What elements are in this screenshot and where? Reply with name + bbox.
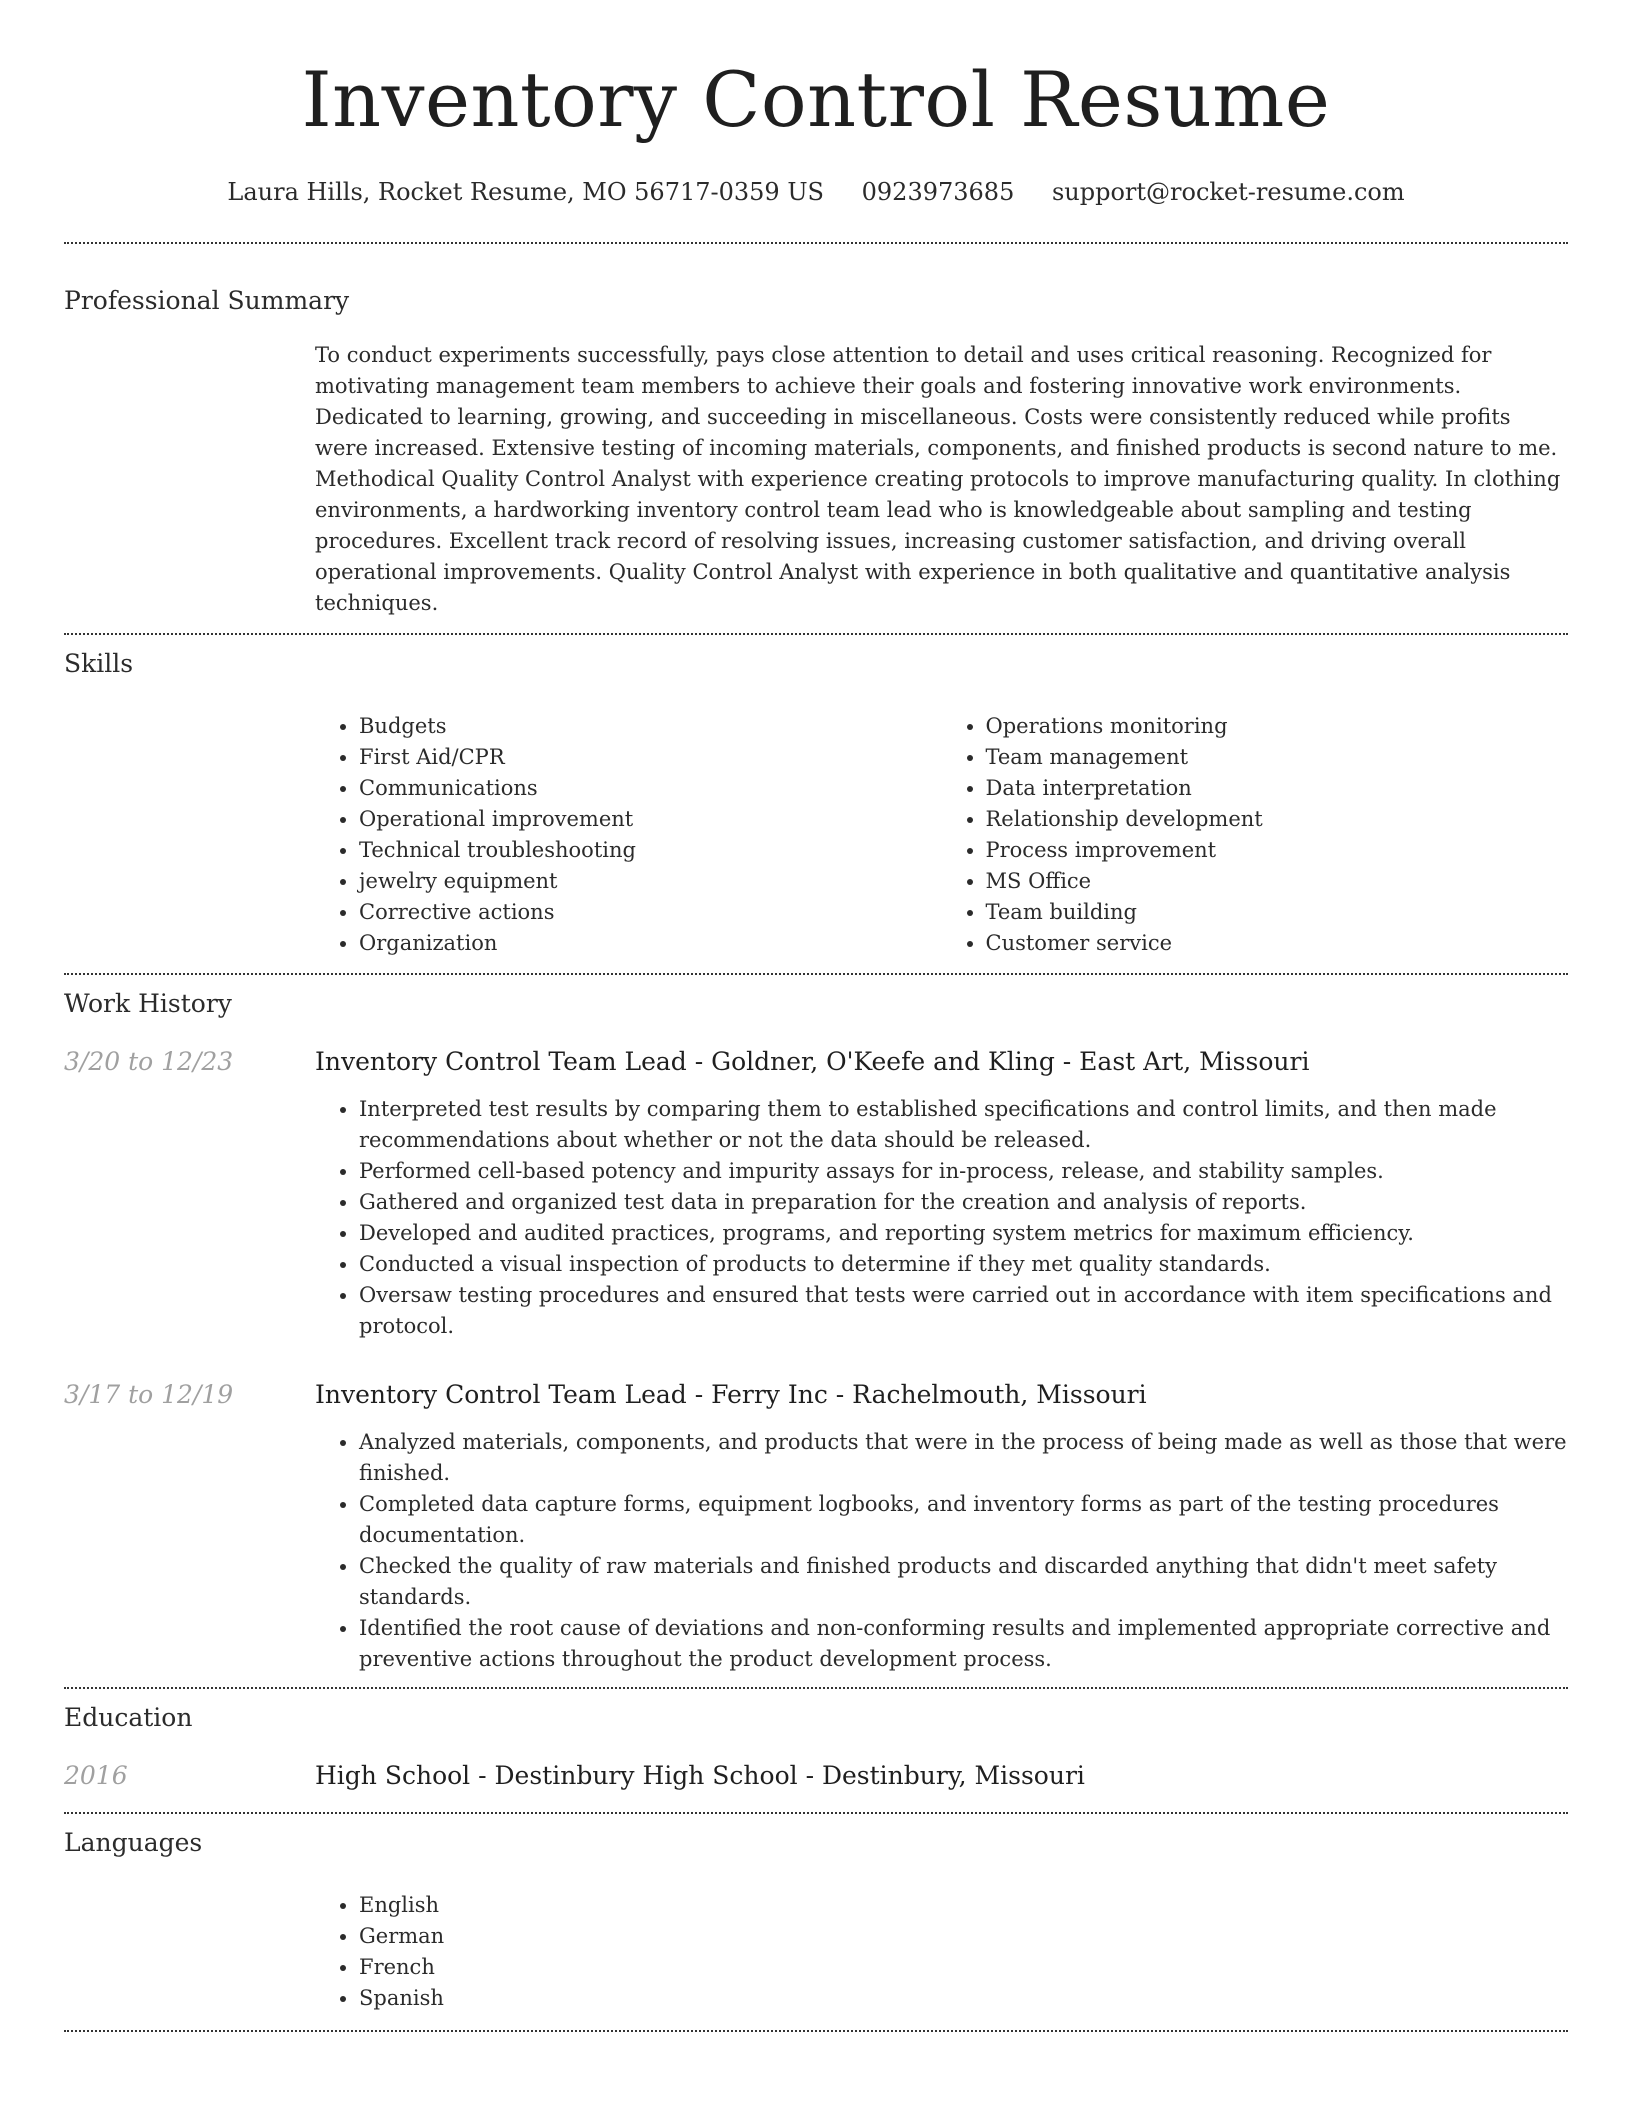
language-item: • English <box>359 1890 1568 1921</box>
job-bullet: • Completed data capture forms, equipment logbooks, and inventory forms as part of the testing procedures documentation. <box>359 1489 1568 1551</box>
skills-left-list <box>315 711 942 959</box>
skill-item: • Operational improvement <box>359 804 942 835</box>
language-item: • German <box>359 1921 1568 1952</box>
job-bullet: • Checked the quality of raw materials and finished products and discarded anything that didn't meet safety standards. <box>359 1551 1568 1613</box>
job-entry-header <box>64 1047 1568 1076</box>
summary-text: To conduct experiments successfully, pays close attention to detail and uses critical reasoning. Recognized for motivating management team members to achieve their goals and fostering innovative work environments. Dedicated to learning, growing, and succeeding in miscellaneous. Costs were consistently reduced while profits were increased. Extensive testing of incoming materials, components, and finished products is second nature to me. Methodical Quality Control Analyst with experience creating protocols to improve manufacturing quality. In clothing environments, a hardworking inventory control team lead who is knowledgeable about sampling and testing procedures. Excellent track record of resolving issues, increasing customer satisfaction, and driving overall operational improvements. Quality Control Analyst with experience in both qualitative and quantitative analysis techniques. <box>315 343 1561 615</box>
skill-item: • Data interpretation <box>986 773 1569 804</box>
language-item: • French <box>359 1952 1568 1983</box>
job-bullet: • Developed and audited practices, programs, and reporting system metrics for maximum efficiency. <box>359 1218 1568 1249</box>
job-bullet: • Interpreted test results by comparing them to established specifications and control limits, and then made recommendations about whether or not the data should be released. <box>359 1094 1568 1156</box>
job-title: Inventory Control Team Lead - Goldner, O'Keefe and Kling - East Art, Missouri <box>315 1047 1310 1076</box>
skills-right-list <box>942 711 1569 959</box>
job-bullet: • Analyzed materials, components, and products that were in the process of being made as well as those that were finished. <box>359 1427 1568 1489</box>
work-history-heading: Work History <box>64 989 232 1018</box>
skill-item: • Process improvement <box>986 835 1569 866</box>
skill-item: • Team management <box>986 742 1569 773</box>
languages-section <box>64 1814 1568 2030</box>
education-detail: High School - Destinbury High School - Destinbury, Missouri <box>315 1761 1085 1790</box>
skill-item: • Customer service <box>986 928 1569 959</box>
job-dates: 3/20 to 12/23 <box>64 1047 234 1076</box>
skills-section <box>64 635 1568 973</box>
job-dates: 3/17 to 12/19 <box>64 1380 234 1409</box>
contact-address: Laura Hills, Rocket Resume, MO 56717-0359 US <box>227 178 824 206</box>
section-divider <box>64 2030 1568 2032</box>
summary-section <box>64 244 1568 633</box>
languages-heading: Languages <box>64 1828 203 1857</box>
skill-item: • Team building <box>986 897 1569 928</box>
contact-phone: 0923973685 <box>861 178 1015 206</box>
job-bullet: • Performed cell-based potency and impurity assays for in-process, release, and stability samples. <box>359 1156 1568 1187</box>
education-heading: Education <box>64 1703 193 1732</box>
languages-list <box>315 1890 1568 2030</box>
education-year: 2016 <box>64 1761 128 1790</box>
skill-item: • First Aid/CPR <box>359 742 942 773</box>
skills-grid <box>315 711 1568 973</box>
skill-item: • Budgets <box>359 711 942 742</box>
job-bullet-list <box>315 1427 1568 1675</box>
job-bullet: • Conducted a visual inspection of products to determine if they met quality standards. <box>359 1249 1568 1280</box>
skill-item: • Organization <box>359 928 942 959</box>
work-history-section <box>64 975 1568 1687</box>
job-bullet: • Oversaw testing procedures and ensured that tests were carried out in accordance with item specifications and protocol. <box>359 1280 1568 1342</box>
resume-title: Inventory Control Resume <box>301 55 1331 144</box>
job-bullet: • Identified the root cause of deviations and non-conforming results and implemented appropriate corrective and preventive actions throughout the product development process. <box>359 1613 1568 1675</box>
job-entry-header <box>64 1380 1568 1409</box>
job-bullet: • Gathered and organized test data in preparation for the creation and analysis of reports. <box>359 1187 1568 1218</box>
contact-line <box>64 176 1568 208</box>
education-section <box>64 1689 1568 1812</box>
skill-item: • jewelry equipment <box>359 866 942 897</box>
contact-email: support@rocket-resume.com <box>1051 178 1405 206</box>
skill-item: • Corrective actions <box>359 897 942 928</box>
skill-item: • Technical troubleshooting <box>359 835 942 866</box>
skill-item: • MS Office <box>986 866 1569 897</box>
skill-item: • Relationship development <box>986 804 1569 835</box>
summary-heading: Professional Summary <box>64 286 350 315</box>
resume-header <box>64 0 1568 208</box>
education-entry <box>64 1761 1568 1812</box>
job-title: Inventory Control Team Lead - Ferry Inc - Rachelmouth, Missouri <box>315 1380 1147 1409</box>
skill-item: • Operations monitoring <box>986 711 1569 742</box>
job-bullet-list <box>315 1094 1568 1342</box>
language-item: • Spanish <box>359 1983 1568 2014</box>
skill-item: • Communications <box>359 773 942 804</box>
skills-heading: Skills <box>64 649 134 678</box>
